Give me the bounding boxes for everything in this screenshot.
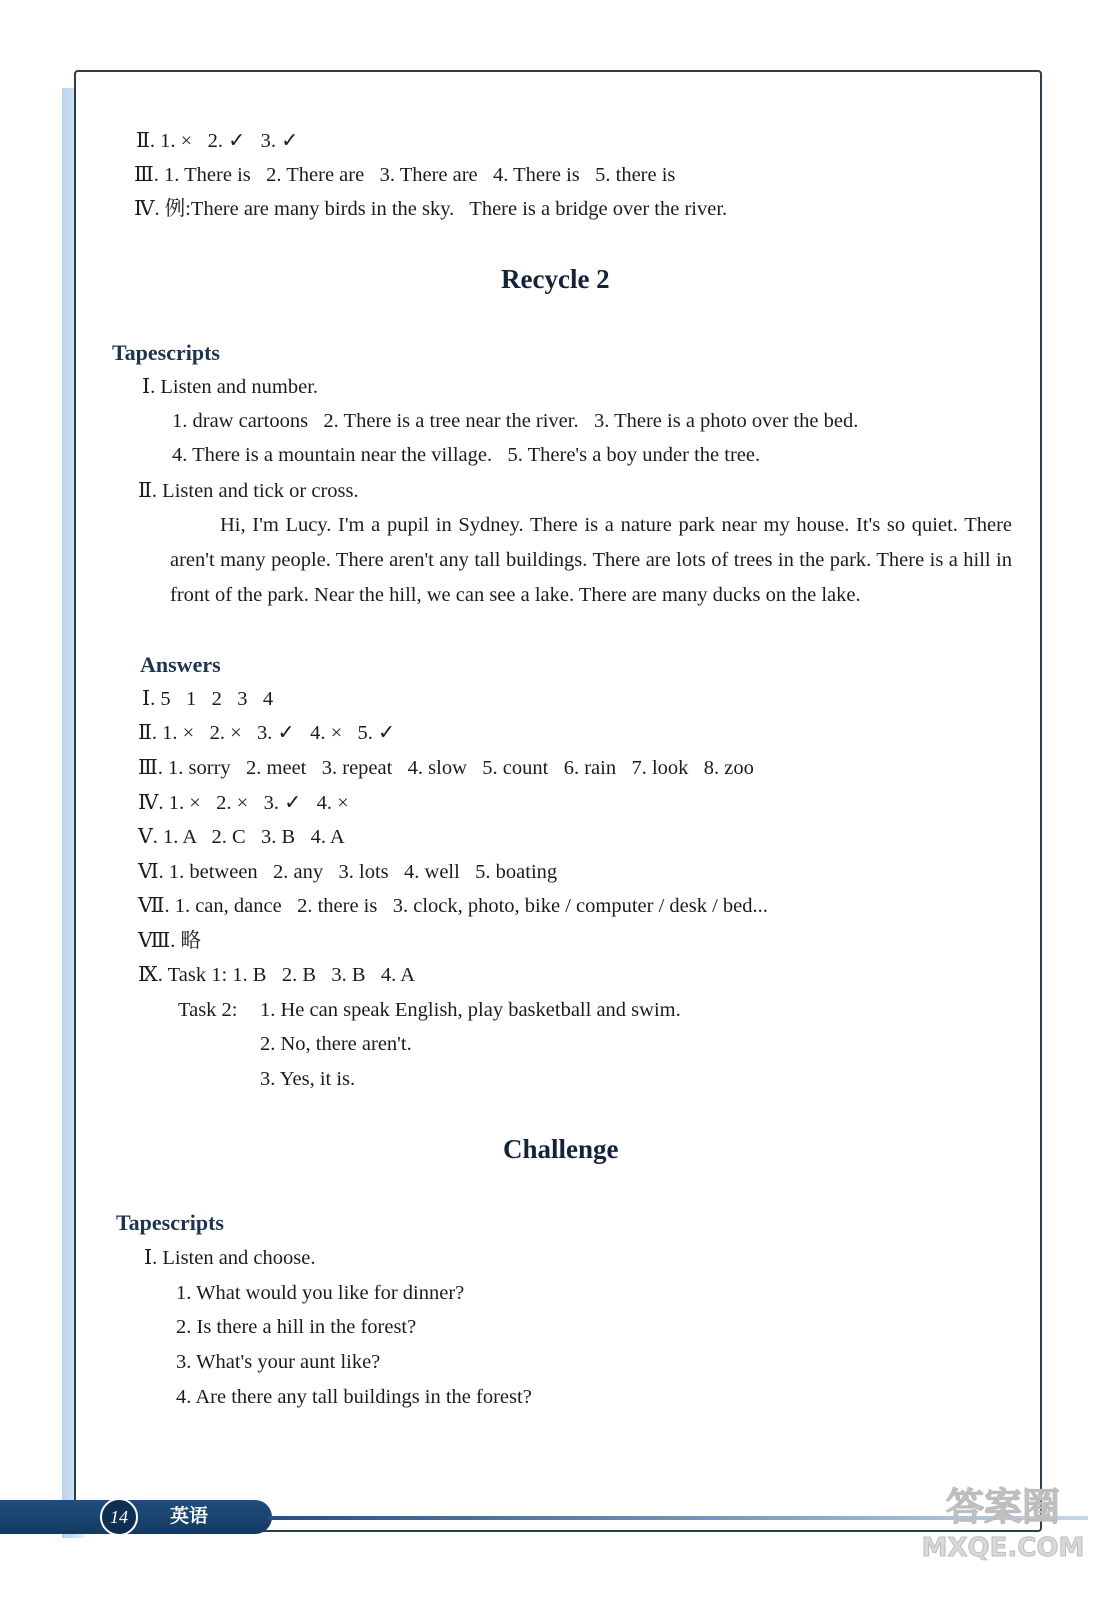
- watermark-logo-icon: [918, 1478, 1088, 1564]
- section-title-recycle: Recycle 2: [501, 264, 610, 294]
- part-title: Ⅰ. Listen and number.: [142, 376, 319, 398]
- answer-line: Ⅱ. 1. × 2. ✓ 3. ✓: [136, 130, 299, 152]
- answer-line: Ⅸ. Task 1: 1. B 2. B 3. B 4. A: [138, 964, 416, 986]
- answer-line: Ⅴ. 1. A 2. C 3. B 4. A: [138, 826, 345, 848]
- listening-passage: Hi, I'm Lucy. I'm a pupil in Sydney. There is a nature park near my house. It's so quiet. There aren't many people. There aren't any tall buildings. There are lots of trees in the park. There is a hill in front of the park. Near the hill, we can see a lake. There are many ducks on the lake.: [170, 514, 1012, 606]
- answer-line: Ⅶ. 1. can, dance 2. there is 3. clock, photo, bike / computer / desk / bed...: [138, 895, 768, 917]
- question-line: 2. Is there a hill in the forest?: [176, 1316, 417, 1338]
- part-title: Ⅰ. Listen and choose.: [144, 1247, 316, 1269]
- answer-line: Ⅲ. 1. There is 2. There are 3. There are 4. There is 5. there is: [134, 164, 676, 186]
- script-line: 1. draw cartoons 2. There is a tree near the river. 3. There is a photo over the bed.: [172, 410, 859, 432]
- answer-line: Ⅰ. 5 1 2 3 4: [142, 688, 274, 710]
- answer-line: Ⅲ. 1. sorry 2. meet 3. repeat 4. slow 5. count 6. rain 7. look 8. zoo: [138, 757, 754, 779]
- answer-line: Ⅷ. 略: [138, 930, 202, 952]
- subject-label: 英语: [170, 1505, 209, 1527]
- question-line: 4. Are there any tall buildings in the forest?: [176, 1386, 532, 1408]
- script-line: 4. There is a mountain near the village. 5. There's a boy under the tree.: [172, 444, 761, 466]
- watermark-top: 答案圈: [945, 1485, 1061, 1529]
- task2-line: 1. He can speak English, play basketball and swim.: [260, 999, 681, 1021]
- question-line: 1. What would you like for dinner?: [176, 1282, 465, 1304]
- answers-heading: Answers: [140, 652, 221, 677]
- answer-line: Ⅳ. 例:There are many birds in the sky. There is a bridge over the river.: [134, 198, 728, 220]
- section-title-challenge: Challenge: [503, 1134, 619, 1164]
- answer-line: Ⅳ. 1. × 2. × 3. ✓ 4. ×: [138, 792, 349, 814]
- tapescripts-heading: Tapescripts: [112, 340, 220, 365]
- answer-line: Ⅵ. 1. between 2. any 3. lots 4. well 5. boating: [138, 861, 558, 883]
- page-number: 14: [100, 1498, 138, 1536]
- question-line: 3. What's your aunt like?: [176, 1351, 381, 1373]
- tapescripts-heading: Tapescripts: [116, 1210, 224, 1235]
- watermark-bottom: MXQE.COM: [921, 1533, 1085, 1563]
- task2-line: 2. No, there aren't.: [260, 1033, 412, 1055]
- task2-line: 3. Yes, it is.: [260, 1068, 356, 1090]
- answer-line: Ⅱ. 1. × 2. × 3. ✓ 4. × 5. ✓: [138, 722, 396, 744]
- task2-label: Task 2:: [178, 999, 238, 1021]
- part-title: Ⅱ. Listen and tick or cross.: [138, 480, 359, 502]
